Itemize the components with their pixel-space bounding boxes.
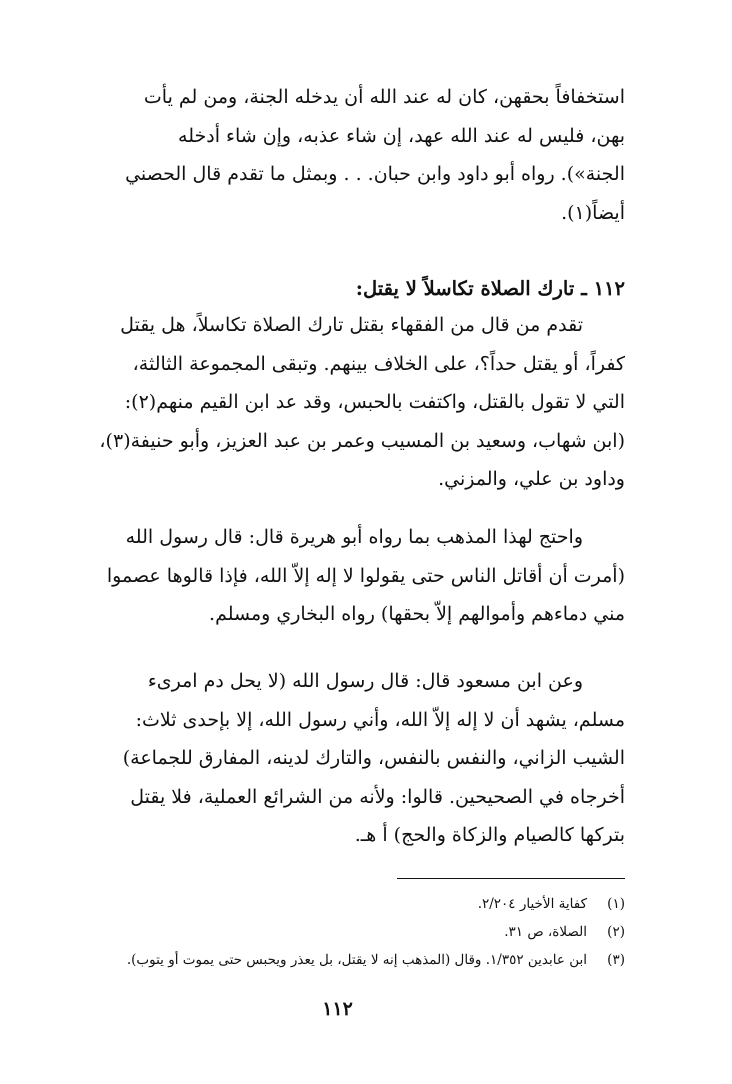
text-line: وعن ابن مسعود قال: قال رسول الله (لا يحل دم امرىء: [147, 670, 583, 692]
footnote-text: كفاية الأخيار ٢/٢٠٤.: [477, 896, 587, 912]
text-line: (ابن شهاب، وسعيد بن المسيب وعمر بن عبد العزيز، وأبو حنيفة(٣)،: [99, 429, 625, 452]
text-line: بهن، فليس له عند الله عهد، إن شاء عذبه، وإن شاء أدخله: [178, 124, 625, 147]
section-heading: ١١٢ ـ تارك الصلاة تكاسلاً لا يقتل:: [355, 277, 625, 300]
footnote-divider: [397, 878, 625, 879]
text-line: بتركها كالصيام والزكاة والحج) أ هـ.: [354, 824, 625, 846]
footnote-item: [50, 918, 625, 946]
paragraph-2: [50, 306, 625, 499]
paragraph-3: [50, 518, 625, 634]
text-line: تقدم من قال من الفقهاء بقتل تارك الصلاة تكاسلاً، هل يقتل: [120, 314, 583, 336]
text-line: استخفافاً بحقهن، كان له عند الله أن يدخله الجنة، ومن لم يأت: [143, 86, 625, 108]
paragraph-4: [50, 662, 625, 855]
text-line: (أمرت أن أقاتل الناس حتى يقولوا لا إله إلاّ الله، فإذا قالوها عصموا: [106, 564, 625, 587]
text-line: الجنة»). رواه أبو داود وابن حبان. . . وبمثل ما تقدم قال الحصني: [125, 163, 625, 185]
paragraph-1: [50, 78, 625, 232]
text-line: كفراً، أو يقتل حداً؟، على الخلاف بينهم. وتبقى المجموعة الثالثة،: [132, 352, 625, 375]
text-line: مني دماءهم وأموالهم إلاّ بحقها) رواه البخاري ومسلم.: [209, 603, 625, 625]
footnote-text: ابن عابدين ١/٣٥٢. وقال (المذهب إنه لا يقتل، بل يعذر ويحبس حتى يموت أو يتوب).: [126, 952, 587, 968]
text-line: مسلم، يشهد أن لا إله إلاّ الله، وأني رسول الله، إلا بإحدى ثلاث:: [135, 708, 625, 731]
footnote-item: [50, 890, 625, 918]
text-line: التي لا تقول بالقتل، واكتفت بالحبس، وقد عد ابن القيم منهم(٢):: [124, 391, 625, 413]
page-number: ١١٢: [322, 998, 353, 1020]
footnote-text: الصلاة، ص ٣١.: [504, 924, 587, 940]
text-line: أخرجاه في الصحيحين. قالوا: ولأنه من الشرائع العملية، فلا يقتل: [130, 785, 625, 808]
text-line: أيضاً(١).: [561, 201, 625, 224]
footnote-item: [50, 946, 625, 974]
footnote-number: (٢): [607, 924, 625, 940]
footnote-number: (١): [607, 896, 625, 912]
text-line: الشيب الزاني، والنفس بالنفس، والتارك لدينه، المفارق للجماعة): [122, 747, 625, 769]
book-page: [50, 70, 625, 1060]
footnote-number: (٣): [607, 952, 625, 968]
footnotes: [50, 890, 625, 974]
text-line: وداود بن علي، والمزني.: [438, 468, 625, 490]
text-line: واحتج لهذا المذهب بما رواه أبو هريرة قال: قال رسول الله: [125, 526, 583, 548]
